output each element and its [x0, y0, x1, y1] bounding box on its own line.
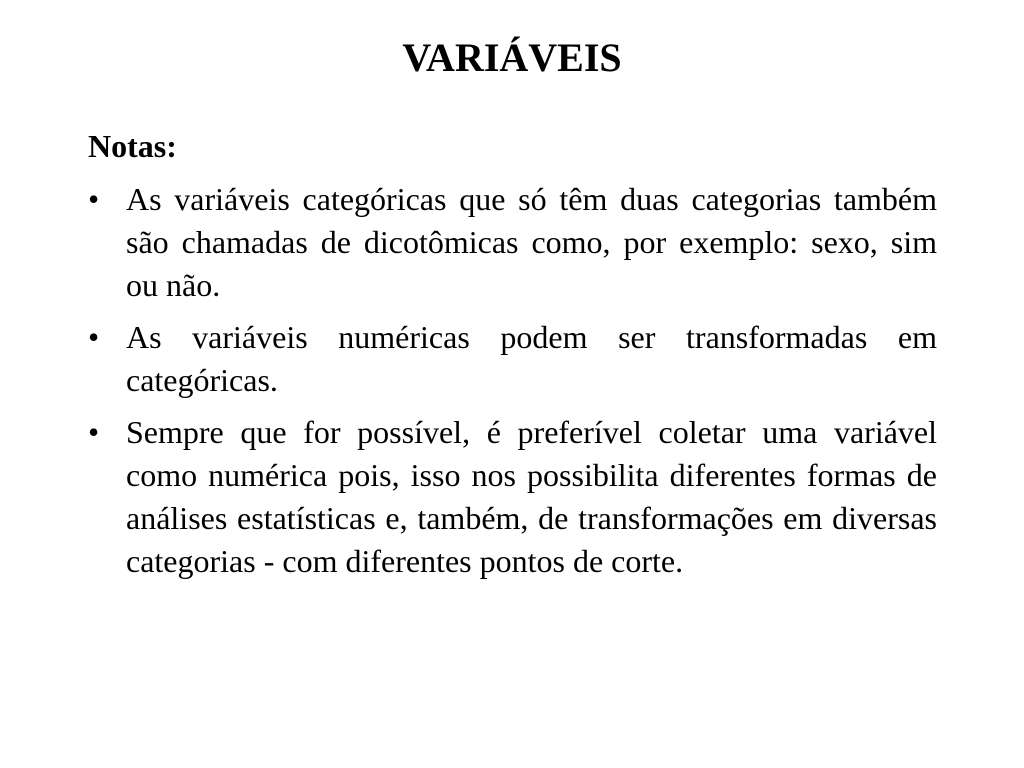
bullet-text: As variáveis categóricas que só têm duas categorias também são chamadas de dicotômicas como, por exemplo: sexo, sim ou não. — [126, 181, 937, 303]
bullet-item — [88, 316, 937, 402]
bullet-item — [88, 178, 937, 307]
slide-title: VARIÁVEIS — [402, 35, 622, 80]
bullet-marker: • — [88, 414, 100, 450]
notes-heading: Notas: — [88, 128, 177, 164]
bullet-marker: • — [88, 181, 100, 217]
bullet-text: As variáveis numéricas podem ser transformadas em categóricas. — [126, 319, 937, 398]
bullet-text: Sempre que for possível, é preferível coletar uma variável como numérica pois, isso nos possibilita diferentes formas de análises estatísticas e, também, de transformações em diversas categorias - com diferentes pontos de corte. — [126, 414, 937, 579]
bullet-list — [88, 178, 937, 592]
bullet-marker: • — [88, 319, 100, 355]
bullet-item — [88, 411, 937, 583]
